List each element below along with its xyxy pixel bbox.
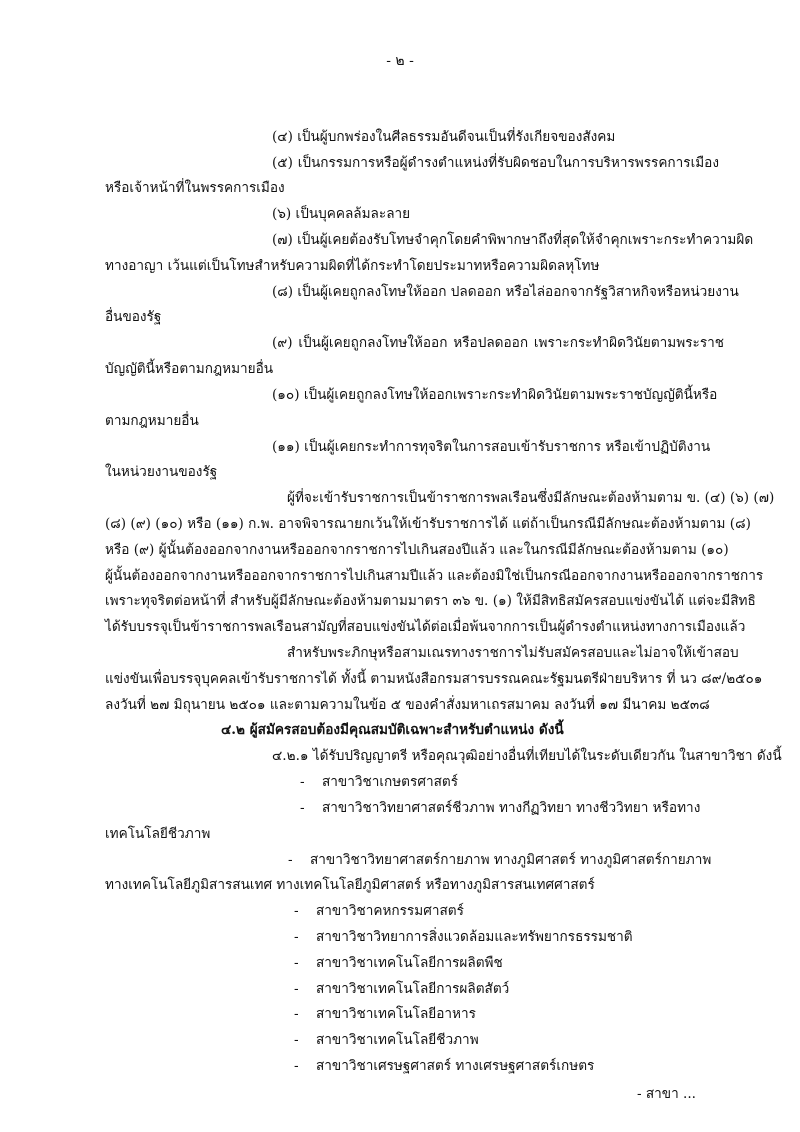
text-line: ๔.๒.๑ ได้รับปริญญาตรี หรือคุณวุฒิอย่างอื่นที่เทียบได้ในระดับเดียวกัน ในสาขาวิชา ดังนี้: [272, 748, 782, 764]
text-line: เทคโนโลยีชีวภาพ: [105, 826, 211, 842]
text-line: (๘) เป็นผู้เคยถูกลงโทษให้ออก ปลดออก หรือไล่ออกจากรัฐวิสาหกิจหรือหน่วยงาน: [272, 284, 739, 300]
continuation-footer: - สาขา ...: [636, 1086, 696, 1102]
text-line: หรือ (๙) ผู้นั้นต้องออกจากงานหรือออกจากราชการไปเกินสองปีแล้ว และในกรณีมีลักษณะต้องห้ามตาม (๑๐): [105, 542, 729, 558]
section-heading: ๔.๒ ผู้สมัครสอบต้องมีคุณสมบัติเฉพาะสำหรับตำแหน่ง ดังนี้: [221, 722, 564, 738]
text-line: ทางอาญา เว้นแต่เป็นโทษสำหรับความผิดที่ได้กระทำโดยประมาทหรือความผิดลหุโทษ: [105, 258, 600, 274]
text-line: อื่นของรัฐ: [105, 309, 162, 325]
list-item: - สาขาวิชาเทคโนโลยีการผลิตพืช: [294, 955, 503, 971]
text-line: ผู้ที่จะเข้ารับราชการเป็นข้าราชการพลเรือนซึ่งมีลักษณะต้องห้ามตาม ข. (๔) (๖) (๗): [287, 490, 775, 506]
list-item: - สาขาวิชาเทคโนโลยีอาหาร: [294, 1006, 476, 1022]
list-item: - สาขาวิชาเศรษฐศาสตร์ ทางเศรษฐศาสตร์เกษตร: [294, 1058, 595, 1074]
list-item: - สาขาวิชาวิทยาการสิ่งแวดล้อมและทรัพยากรธรรมชาติ: [294, 929, 633, 945]
text-line: (๑๑) เป็นผู้เคยกระทำการทุจริตในการสอบเข้ารับราชการ หรือเข้าปฏิบัติงาน: [272, 439, 711, 455]
text-line: (๘) (๙) (๑๐) หรือ (๑๑) ก.พ. อาจพิจารณายกเว้นให้เข้ารับราชการได้ แต่ถ้าเป็นกรณีมีลักษณะต้องห้ามตาม (๘): [105, 516, 751, 532]
text-line: (๑๐) เป็นผู้เคยถูกลงโทษให้ออกเพราะกระทำผิดวินัยตามพระราชบัญญัตินี้หรือ: [272, 387, 718, 403]
text-line: ตามกฎหมายอื่น: [105, 413, 199, 429]
text-line: บัญญัตินี้หรือตามกฎหมายอื่น: [105, 361, 274, 377]
text-line: (๗) เป็นผู้เคยต้องรับโทษจำคุกโดยคำพิพากษาถึงที่สุดให้จำคุกเพราะกระทำความผิด: [272, 232, 754, 248]
text-line: (๕) เป็นกรรมการหรือผู้ดำรงตำแหน่งที่รับผิดชอบในการบริหารพรรคการเมือง: [272, 155, 719, 171]
text-line: สำหรับพระภิกษุหรือสามเณรทางราชการไม่รับสมัครสอบและไม่อาจให้เข้าสอบ: [287, 645, 739, 661]
text-line: แข่งขันเพื่อบรรจุบุคคลเข้ารับราชการได้ ทั้งนี้ ตามหนังสือกรมสารบรรณคณะรัฐมนตรีฝ่ายบริหาร ที่ นว ๘๙/๒๕๐๑: [105, 671, 763, 687]
text-line: (๖) เป็นบุคคลล้มละลาย: [272, 206, 411, 222]
list-item: - สาขาวิชาเทคโนโลยีชีวภาพ: [294, 1032, 479, 1048]
text-line: ในหน่วยงานของรัฐ: [105, 464, 218, 480]
page-number: - ๒ -: [386, 53, 414, 69]
list-item: - สาขาวิชาวิทยาศาสตร์ชีวภาพ ทางกีฏวิทยา ทางชีววิทยา หรือทาง: [300, 800, 701, 816]
text-line: (๙) เป็นผู้เคยถูกลงโทษให้ออก หรือปลดออก เพราะกระทำผิดวินัยตามพระราช: [272, 335, 724, 351]
text-line: ผู้นั้นต้องออกจากงานหรือออกจากราชการไปเกินสามปีแล้ว และต้องมิใช่เป็นกรณีออกจากงานหรือออกจากราชการ: [105, 568, 764, 584]
list-item: - สาขาวิชาวิทยาศาสตร์กายภาพ ทางภูมิศาสตร์ ทางภูมิศาสตร์กายภาพ: [288, 852, 712, 868]
list-item: - สาขาวิชาเกษตรศาสตร์: [300, 774, 459, 790]
text-line: ได้รับบรรจุเป็นข้าราชการพลเรือนสามัญที่สอบแข่งขันได้ต่อเมื่อพ้นจากการเป็นผู้ดำรงตำแหน่งทางการเมืองแล้ว: [105, 619, 746, 635]
text-line: ลงวันที่ ๒๗ มิถุนายน ๒๕๐๑ และตามความในข้อ ๕ ของคำสั่งมหาเถรสมาคม ลงวันที่ ๑๗ มีนาคม ๒๕๓๘: [105, 697, 710, 713]
text-line: (๔) เป็นผู้บกพร่องในศีลธรรมอันดีจนเป็นที่รังเกียจของสังคม: [272, 129, 616, 145]
list-item: - สาขาวิชาคหกรรมศาสตร์: [294, 903, 464, 919]
text-line: หรือเจ้าหน้าที่ในพรรคการเมือง: [105, 180, 285, 196]
text-line: เพราะทุจริตต่อหน้าที่ สำหรับผู้มีลักษณะต้องห้ามตามมาตรา ๓๖ ข. (๑) ให้มีสิทธิสมัครสอบแข่งขันได้ แต่จะมีสิทธิ: [105, 593, 756, 609]
list-item: - สาขาวิชาเทคโนโลยีการผลิตสัตว์: [294, 981, 510, 997]
text-line: ทางเทคโนโลยีภูมิสารสนเทศ ทางเทคโนโลยีภูมิศาสตร์ หรือทางภูมิสารสนเทศศาสตร์: [105, 877, 595, 893]
